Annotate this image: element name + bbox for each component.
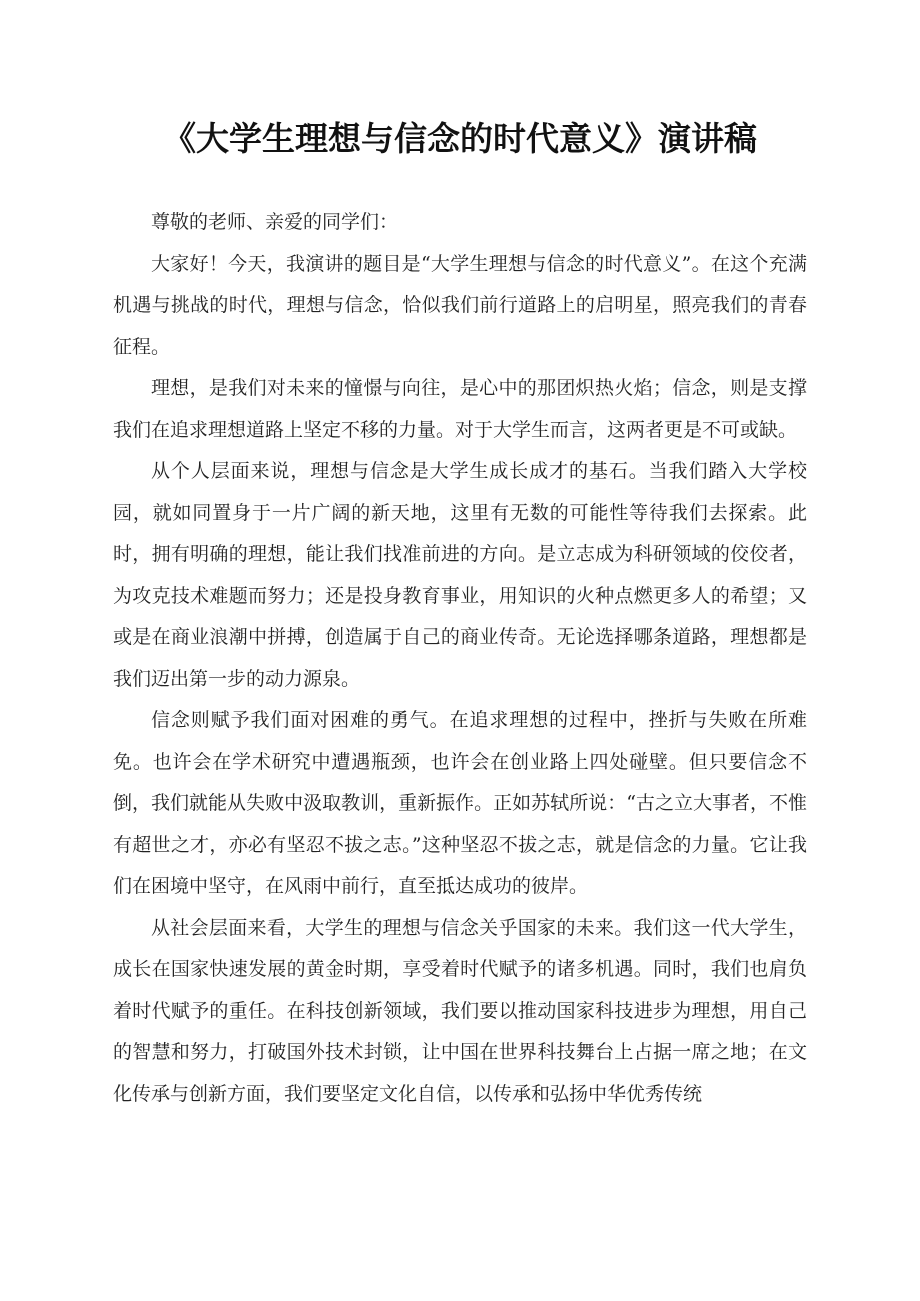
document-title: 《大学生理想与信念的时代意义》演讲稿	[163, 119, 757, 158]
paragraph-3: 从个人层面来说，理想与信念是大学生成长成才的基石。当我们踏入大学校园，就如同置身于一片广阔的新天地，这里有无数的可能性等待我们去探索。此时，拥有明确的理想，能让我们找准前进的方向。是立志成为科研领域的佼佼者，为攻克技术难题而努力；还是投身教育事业，用知识的火种点燃更多人的希望；又或是在商业浪潮中拼搏，创造属于自己的商业传奇。无论选择哪条道路，理想都是我们迈出第一步的动力源泉。	[113, 460, 807, 690]
paragraph-5: 从社会层面来看，大学生的理想与信念关乎国家的未来。我们这一代大学生，成长在国家快速发展的黄金时期，享受着时代赋予的诸多机遇。同时，我们也肩负着时代赋予的重任。在科技创新领域，我们要以推动国家科技进步为理想，用自己的智慧和努力，打破国外技术封锁，让中国在世界科技舞台上占据一席之地；在文化传承与创新方面，我们要坚定文化自信，以传承和弘扬中华优秀传统	[113, 916, 807, 1105]
document-body	[113, 202, 807, 1115]
paragraph-1: 大家好！今天，我演讲的题目是“大学生理想与信念的时代意义”。在这个充满机遇与挑战的时代，理想与信念，恰似我们前行道路上的启明星，照亮我们的青春征程。	[113, 252, 807, 358]
paragraph-4: 信念则赋予我们面对困难的勇气。在追求理想的过程中，挫折与失败在所难免。也许会在学术研究中遭遇瓶颈，也许会在创业路上四处碰壁。但只要信念不倒，我们就能从失败中汲取教训，重新振作。正如苏轼所说：“古之立大事者，不惟有超世之才，亦必有坚忍不拔之志。”这种坚忍不拔之志，就是信念的力量。它让我们在困境中坚守，在风雨中前行，直至抵达成功的彼岸。	[113, 709, 807, 897]
salutation: 尊敬的老师、亲爱的同学们：	[151, 211, 399, 233]
paragraph-2: 理想，是我们对未来的憧憬与向往，是心中的那团炽热火焰；信念，则是支撑我们在追求理想道路上坚定不移的力量。对于大学生而言，这两者更是不可或缺。	[113, 377, 807, 441]
